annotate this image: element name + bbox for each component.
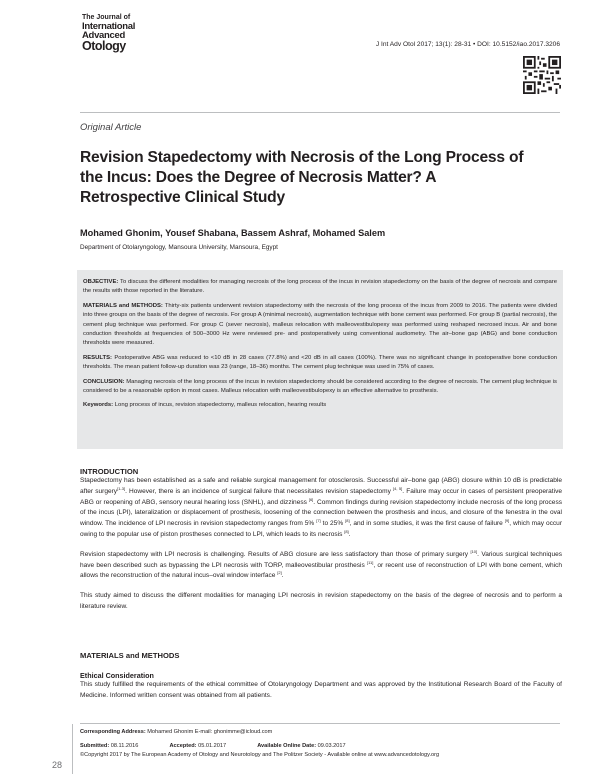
logo-line-1: The Journal of: [82, 14, 131, 21]
abstract-results: [83, 354, 557, 373]
abstract-methods: [83, 302, 557, 349]
reference-marker: [6]: [308, 496, 314, 502]
submitted-label: Submitted:: [80, 743, 110, 749]
conclusion-label: CONCLUSION:: [83, 378, 125, 385]
online-label: Available Online Date:: [257, 743, 317, 749]
reference-marker: [1-3]: [117, 485, 126, 491]
copyright-line: ©Copyright 2017 by The European Academy of Otology and Neurotology and The Politzer Society - Available online at www.advancedotology.org: [80, 752, 440, 758]
abstract-keywords: [83, 401, 557, 410]
results-text: Postoperative ABG was reduced to <10 dB in 28 cases (77.8%) and <20 dB in all cases (100%). There was no significant change in postoperative bone conduction thresholds. The mean patient follow-up duration was 23 (range, 18–36) months. The cement plug technique was used in 75% of cases.: [83, 354, 557, 371]
methods-heading: MATERIALS and METHODS: [80, 651, 180, 660]
keywords-label: Keywords:: [83, 402, 114, 409]
corresponding-address: [80, 729, 272, 735]
reference-marker: [10]: [470, 548, 478, 554]
author-list: Mohamed Ghonim, Yousef Shabana, Bassem Ashraf, Mohamed Salem: [80, 228, 386, 238]
abstract-conclusion: [83, 378, 557, 397]
reference-marker: [2]: [277, 570, 282, 576]
results-label: RESULTS:: [83, 354, 113, 361]
citation-line: J Int Adv Otol 2017; 13(1): 28-31 • DOI: 10.5152/iao.2017.3206: [375, 41, 560, 48]
reference-marker: [7]: [316, 518, 321, 524]
corr-label: Corresponding Address:: [80, 729, 146, 735]
introduction-section: [80, 467, 562, 613]
page-number: 28: [52, 760, 63, 770]
article-title: Revision Stapedectomy with Necrosis of the Long Process of the Incus: Does the Degree of Necrosis Matter? A Retrospective Clinical Study: [80, 149, 524, 206]
methods-text: Thirty-six patients underwent revision stapedectomy with the necrosis of the long process of the incus from 2009 to 2016. The patients were divided into three groups on the basis of the degree of necrosis. For group A (minimal necrosis), augmentation technique with bone cement was performed. For group B (partial necrosis), the cement plug technique was performed. For group C (sever necrosis), malleus relocation with malleovestibulopexy was performed using reshaped necrosed incus. Air and bone conduction thresholds at frequencies of 500–3000 Hz were reviewed pre- and postoperatively using conventional audiometry. The air–bone gap (ABG) and bone conduction thresholds were measured.: [83, 302, 557, 347]
introduction-paragraph-1: Stapedectomy has been established as a safe and reliable surgical management for otosclerosis. Successful air–bone gap (ABG) closure within 10 dB is predictable after surgery[1-3]. However, there is an incidence of surgical failure that necessitates revision stapedectomy [4, 5]. Failure may occur in cases of persistent preoperative ABG or reopening of ABG, sensory neural hearing loss (SNHL), and dizziness [6]. Common findings during revision stapedectomy include necrosis of the long process of the incus (LPI), lateralization or displacement of prosthesis, loosening of the connection between the prosthesis and incus, and closure of the fenestra in the oval window. The incidence of LPI necrosis in revision stapedectomy ranges from 5% [7] to 25% [8], and in some studies, it was the first cause of failure [9], which may occur owing to the popular use of piston prostheses connected to LPI, which leads to its necrosis [8].: [80, 477, 562, 538]
reference-marker: [4, 5]: [393, 485, 403, 491]
methods-section: [80, 651, 562, 702]
accepted-label: Accepted:: [169, 743, 197, 749]
logo-line-2: International: [82, 21, 136, 32]
qr-code-icon: [523, 56, 561, 94]
introduction-paragraph-3: This study aimed to discuss the different modalities for managing LPI necrosis in revision stapedectomy on the basis of the degree of necrosis and to perform a literature review.: [80, 592, 562, 610]
footer-divider: [80, 723, 560, 724]
journal-logo: [82, 14, 162, 52]
ethics-subheading: Ethical Consideration: [80, 671, 154, 680]
ethics-paragraph: This study fulfilled the requirements of the ethical committee of Otolaryngology Department and was approved by the Institutional Research Board of the Faculty of Medicine. Informed written consent was obtained from all patients.: [80, 681, 562, 699]
corr-text: Mohamed Ghonim E-mail: ghonimme@icloud.com: [145, 729, 273, 735]
reference-marker: [8]: [345, 518, 350, 524]
introduction-paragraph-2: Revision stapedectomy with LPI necrosis is challenging. Results of ABG closure are less satisfactory than those of primary surgery [10]. Various surgical techniques have been described such as bypassing the LPI necrosis with TORP, malleovestibular prosthesis [11], or recent use of reconstruction of LPI with bone cement, which allows the reconstruction of the natural incus–oval window interface [2].: [80, 548, 563, 580]
submitted-date: 08.11.2016: [109, 743, 139, 749]
accepted-date: 05.01.2017: [196, 743, 227, 749]
conclusion-text: Managing necrosis of the long process of the incus in revision stapedectomy should be considered according to the degree of necrosis. The cement plug technique is considered to be a reasonable option in most cases. Malleus relocation with malleovestibulopexy is an effective alternative to prosthesis.: [83, 378, 557, 395]
submission-dates: [80, 743, 346, 749]
logo-line-3: Advanced: [82, 30, 126, 41]
introduction-heading: INTRODUCTION: [80, 467, 139, 476]
header-divider: [80, 112, 560, 113]
objective-label: OBJECTIVE:: [83, 279, 119, 285]
footer-vertical-rule: [72, 724, 73, 774]
reference-marker: [11]: [366, 559, 374, 565]
keywords-text: Long process of incus, revision stapedectomy, malleus relocation, hearing results: [113, 402, 327, 409]
reference-marker: [8]: [344, 528, 349, 534]
affiliation: Department of Otolaryngology, Mansoura University, Mansoura, Egypt: [80, 244, 278, 251]
article-type: Original Article: [80, 122, 142, 133]
logo-line-4: Otology: [82, 39, 126, 53]
online-date: 09.03.2017: [316, 743, 346, 749]
abstract-objective: [83, 278, 557, 297]
abstract-box: [77, 270, 563, 449]
reference-marker: [9]: [504, 518, 510, 524]
objective-text: To discuss the different modalities for managing necrosis of the long process of the incus in revision stapedectomy on the basis of the degree of necrosis and compare the results with those reported in the literature.: [83, 279, 557, 295]
methods-label: MATERIALS and METHODS:: [83, 302, 163, 309]
